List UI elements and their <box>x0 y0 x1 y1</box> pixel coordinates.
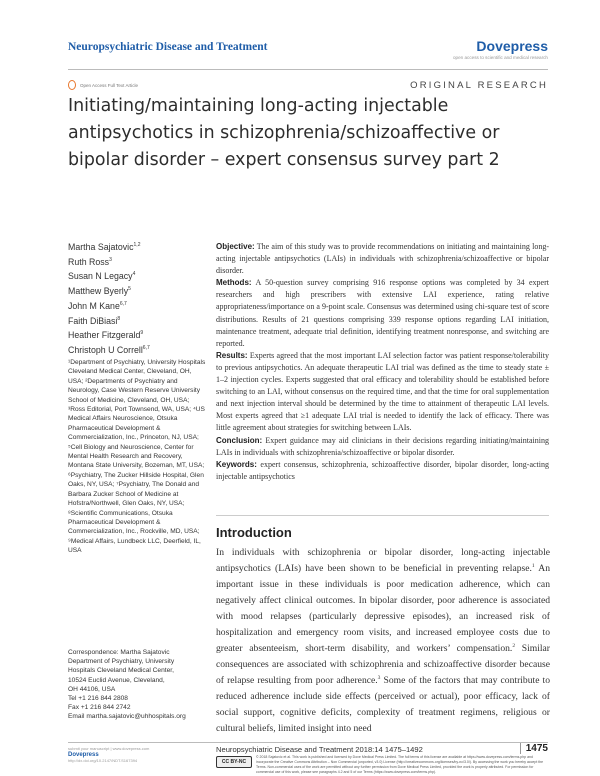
abstract <box>216 241 549 483</box>
correspondence-line: Tel +1 216 844 2808 <box>68 695 128 703</box>
article-title: Initiating/maintaining long-acting injectable antipsychotics in schizophrenia/schizoaffective or bipolar disorder – expert consensus survey part 2 <box>68 96 500 170</box>
journal-citation: Neuropsychiatric Disease and Treatment 2018:14 1475–1492 <box>216 745 423 754</box>
submit-link[interactable]: submit your manuscript | www.dovepress.com <box>68 746 150 751</box>
author: Martha Sajatovic$^{1,2}$ <box>68 242 141 252</box>
footer-divider <box>68 742 548 743</box>
affiliations: ¹Department of Psychiatry, University Hospitals Cleveland Medical Center, Cleveland, OH, USA; ²Departments of Psychiatry and Neurology, Case Western Reserve University School of Medicine, Cleveland, OH, USA; ³Ross Editorial, Port Townsend, WA, USA; ⁴US Medical Affairs Neuroscience, Otsuka Pharmaceutical Development & Commercialization, Inc., Princeton, NJ, USA; ⁵Cell Biology and Neuroscience, Center for Mental Health Research and Recovery, Montana State University, Bozeman, MT, USA; ⁶Psychiatry, The Zucker Hillside Hospital, Glen Oaks, NY, USA; ⁷Psychiatry, The Donald and Barbara Zucker School of Medicine at Hofstra/Northwell, Glen Oaks, NY, USA; ⁸Scientific Communications, Otsuka Pharmaceutical Development & Commercialization, Inc., Rockville, MD, USA; ⁹Medical Affairs, Lundbeck LLC, Deerfield, IL, USA <box>68 359 206 555</box>
citation-ref[interactable]: 1 <box>531 562 535 569</box>
abstract-divider <box>216 515 549 516</box>
open-access-badge <box>68 80 138 90</box>
footer-left <box>68 746 208 764</box>
abstract-keywords: Keywords: expert consensus, schizophrenia, schizoaffective disorder, bipolar disorder, long-acting injectable antipsychotics <box>216 459 549 481</box>
abstract-methods: Methods: A 50-question survey comprising 916 response options was completed by 34 expert researchers and high prescribers with extensive LAI experience, rating relative appropriateness/importance on a 9-point scale. Consensus was determined using chi-square test of score distributions. Results of 21 questions comprising 339 response options regarding LAI initiation, maintenance treatment, adequate trial definition, identifying treatment nonresponse, and switching are reported. <box>216 278 550 348</box>
author: Ruth Ross$^3$ <box>68 256 112 267</box>
brand-tagline: open access to scientific and medical research <box>453 55 548 60</box>
journal-name: Neuropsychiatric Disease and Treatment <box>68 41 268 53</box>
abstract-conclusion: Conclusion: Expert guidance may aid clinicians in their decisions regarding initiating/maintaining LAIs in individuals with schizophrenia/schizoaffective or bipolar disorder. <box>216 435 550 457</box>
author: Heather Fitzgerald$^9$ <box>68 330 144 341</box>
abstract-objective: Objective: The aim of this study was to provide recommendations on initiating and maintaining long-acting injectable antipsychotics (LAIs) in individuals with schizophrenia/schizoaffective or bipolar disorder. <box>216 242 549 276</box>
correspondence-line: Correspondence: Martha Sajatovic <box>68 649 170 656</box>
citation-ref[interactable]: 3 <box>377 674 381 681</box>
license-text: © 2018 Sajatovic et al. This work is published and licensed by Dove Medical Press Limited. The full terms of this license are available at https://www.dovepress.com/terms.php and incorporate the Creative Commons Attribution – Non Commercial (unported, v3.0) License (http://creativecommons.org/licenses/by-nc/3.0/). By accessing the work you hereby accept the Terms. Non-commercial uses of the work are permitted without any further permission from Dove Medical Press Limited, provided the work is properly attributed. For permission for commercial use of this work, please see paragraphs 4.2 and 5 of our Terms (https://www.dovepress.com/terms.php). <box>256 755 544 774</box>
introduction-paragraph: In individuals with schizophrenia or bipolar disorder, long-acting injectable antipsychotics (LAIs) have been shown to be beneficial in preventing relapse.$^1$ An important issue in these individuals is poor medication adherence, which can negatively affect clinical outcomes. In bipolar disorder, poor adherence is associated with mood relapses (particularly depressive episodes), an increased risk of hospitalization and emergency room visits, and increased employee costs due to greater absenteeism, short-term disability, and workers’ compensation.$^2$ Similar consequences are associated with schizophrenia and schizoaffective disorder because of relapse resulting from poor adherence.$^3$ Some of the factors that may contribute to reduced adherence include side effects (perceived or actual), poor efficacy, lack of social support, cognitive deficits, complexity of treatment regimens, religious or cultural beliefs, limited insight into need <box>216 547 550 734</box>
correspondence-line: 10524 Euclid Avenue, Cleveland, <box>68 676 165 684</box>
author: Faith DiBiasi$^8$ <box>68 315 121 326</box>
author-list <box>68 240 203 358</box>
correspondence-line: OH 44106, USA <box>68 685 116 693</box>
correspondence-line: Department of Psychiatry, University <box>68 658 175 666</box>
open-access-label: Open Access Full Text Article <box>80 82 138 88</box>
footer-brand: Dovepress <box>68 752 99 758</box>
citation-ref[interactable]: 2 <box>512 642 516 649</box>
correspondence-line: Fax +1 216 844 2742 <box>68 704 131 712</box>
doi-link[interactable]: http://dx.doi.org/10.2147/NDT.S167394 <box>68 758 138 763</box>
correspondence-line: Hospitals Cleveland Medical Center, <box>68 667 174 675</box>
creative-commons-icon[interactable]: CC BY-NC <box>216 756 252 768</box>
author: John M Kane$^{6,7}$ <box>68 300 127 311</box>
abstract-results: Results: Experts agreed that the most important LAI selection factor was patient response/tolerability to previous antipsychotics. An adequate therapeutic LAI trial was defined as the time to steady state ± 1–2 injection cycles. Experts suggested that oral efficacy and tolerability should be established before switching to an LAI, without consensus on the required time, and that the time for oral supplementation and next injection interval should be determined by the time to attainment of therapeutic LAI levels. Most experts agreed that ≥1 adequate LAI trial is needed to identify the lack of efficacy. There was little agreement about strategies for switching between LAIs. <box>216 350 549 433</box>
correspondence-block <box>68 648 208 722</box>
page-number: 1475 <box>520 743 548 754</box>
introduction-heading: Introduction <box>216 525 292 540</box>
article-type: ORIGINAL RESEARCH <box>410 80 548 91</box>
open-access-icon <box>68 80 76 90</box>
author: Susan N Legacy$^4$ <box>68 271 136 282</box>
header-divider <box>68 69 548 70</box>
author: Matthew Byerly$^5$ <box>68 286 131 297</box>
dovepress-logo[interactable]: Dovepress <box>476 38 548 54</box>
correspondence-email[interactable]: Email martha.sajatovic@uhhospitals.org <box>68 713 186 721</box>
author: Christoph U Correll$^{6,7}$ <box>68 344 150 355</box>
